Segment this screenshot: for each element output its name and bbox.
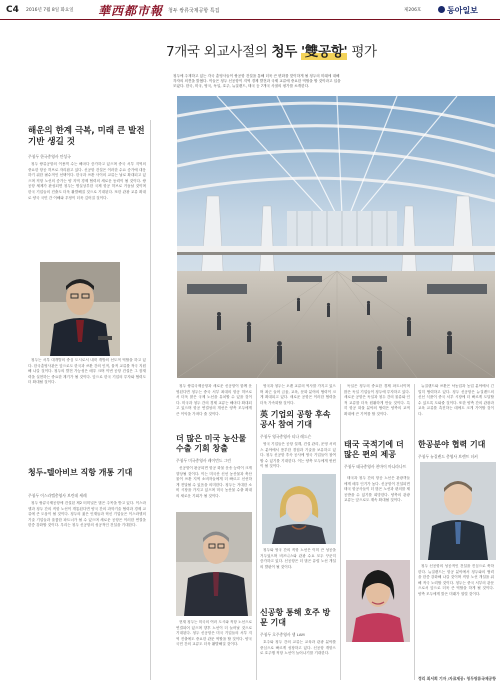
section-title: 청두 쌍류국제공항 특집 bbox=[168, 8, 220, 14]
usa-body bbox=[176, 466, 252, 510]
uk-body-continued bbox=[260, 548, 336, 606]
column-rule bbox=[256, 384, 257, 680]
thailand-subheadline-text: 태국 국적기에 더 많은 편의 제공 bbox=[344, 440, 404, 459]
headline-city: 청두 bbox=[271, 44, 297, 60]
uk-paragraph-2: 청두와 영국 간의 직항 노선은 이미 큰 성공을 거두었으며 비즈니스와 관광 수요 모두 꾸준히 증가하고 있다. 신공항은 더 많은 유럽 노선 개설의 발판이 될 것이다. bbox=[260, 548, 336, 569]
lead-byline: 주청두 한국총영사 안성국 bbox=[28, 154, 71, 159]
us-consul-photo bbox=[176, 512, 252, 616]
korean-consul-photo bbox=[40, 262, 120, 356]
nz-consul-photo bbox=[420, 462, 496, 560]
thai-consul-photo bbox=[346, 560, 410, 642]
uk-byline: 주청두 영국총영사 티나 레드슨 bbox=[260, 434, 312, 439]
page-number: C4 bbox=[6, 5, 19, 15]
israel-byline-block bbox=[28, 493, 146, 499]
uk-intro-body bbox=[260, 384, 336, 408]
thailand-byline: 주청두 태국총영사 찬마이 마니라나트 bbox=[344, 464, 407, 469]
usa-subheadline bbox=[176, 434, 252, 454]
germany-body bbox=[344, 384, 410, 434]
uk-intro-paragraph: 영국과 청두는 오랜 교류의 역사를 가지고 있으며 최근 들어 금융, 교육, 문화 분야의 협력이 크게 확대되고 있다. 새로운 공항은 이러한 협력을 더욱 가속화할 것이다. bbox=[260, 384, 336, 405]
thailand-paragraph: 태국과 청두 간의 항공 노선은 관광객들에게 매우 인기가 높다. 신공항이 건설되면 태국 항공사들이 더 많은 노선과 편의를 제공받을 수 있기를 희망한다. 양측의 관광 교류는 앞으로도 계속 확대될 것이다. bbox=[344, 476, 410, 503]
usa-byline: 주청두 미국총영사 레이먼드 그린 bbox=[176, 458, 231, 463]
column-rule bbox=[340, 384, 341, 680]
newzealand-subheadline bbox=[418, 440, 485, 450]
column-rule bbox=[414, 384, 415, 680]
uk-byline-block bbox=[260, 434, 340, 440]
page-header bbox=[0, 0, 500, 20]
uk-consul-photo bbox=[262, 474, 336, 544]
usa-byline-block bbox=[176, 458, 256, 464]
israel-body bbox=[28, 501, 146, 681]
usa-intro-paragraph: 청두 쌍류국제공항과 새로운 신공항이 함께 운영된다면 청두는 중국 서부 최대의 항공 허브로서 더욱 많은 국제 노선을 유치할 수 있을 것이다. 미국과 청두 간의 경제 교류는 해마다 확대되고 있으며 항공 연결성의 개선은 양측 모두에게 큰 이익을 가져다 줄 것이다. bbox=[176, 384, 252, 416]
newspaper-brand: 華西都市報 bbox=[98, 4, 164, 18]
newzealand-body bbox=[418, 564, 494, 674]
australia-byline: 주청두 호주총영사 샘 LAM bbox=[260, 632, 305, 637]
lead-byline-block bbox=[28, 154, 146, 160]
newzealand-paragraph: 청두 신공항의 성공적인 건설을 진심으로 축하한다. 뉴질랜드는 항공 분야에서 청두와의 협력을 한층 강화해 나갈 것이며 직항 노선 개설을 위해 적극 노력할 것이다. 청두는 중국 서부의 관문으로서 앞으로 더욱 큰 역할을 하게 될 것이다. 양측 모두에게 밝은 미래가 열릴 것이다. bbox=[418, 564, 494, 596]
usa-intro-body bbox=[176, 384, 252, 430]
israel-subheadline bbox=[28, 468, 138, 478]
australia-body bbox=[260, 640, 336, 680]
uk-subheadline-text: 英 기업의 공항 후속 공사 참여 기대 bbox=[260, 410, 331, 429]
headline-airport: '雙공항' bbox=[300, 44, 348, 60]
headline-suffix: 평가 bbox=[351, 44, 377, 60]
australia-subheadline-text: 신공항 통해 호주 방문 기대 bbox=[260, 608, 331, 627]
uk-paragraph: 영국 기업들은 공항 설계, 건설 관리, 운영 서비스 분야에서 풍부한 경험과 기술을 보유하고 있다. 청두 신공항 후속 공사에 영국 기업들이 참여할 수 있기를 기대한다. 이는 양측 모두에게 윈윈이 될 것이다. bbox=[260, 442, 336, 469]
germany-paragraph: 독일은 청두의 중요한 경제 파트너이며 많은 독일 기업들이 청두에 투자하고 있다. 새로운 공항은 독일과 청두 간의 물류와 인적 교류를 더욱 원활하게 만들 것이다. 특히 항공 화물 분야의 협력은 양측의 교역 확대에 큰 기여를 할 것이다. bbox=[344, 384, 410, 416]
issue-number: 제206호 bbox=[404, 8, 422, 13]
thailand-body bbox=[344, 476, 410, 556]
issue-date: 2016년 7월 8일 화요일 bbox=[26, 8, 74, 13]
article-credit: 정리 최서희 기자 /자료제공: 청두쌍류국제공항 bbox=[418, 676, 496, 681]
headline-prefix: 7개국 외교사절의 bbox=[166, 44, 268, 60]
newzealand-subheadline-text: 한공분야 협력 기대 bbox=[418, 440, 486, 449]
thailand-byline-block bbox=[344, 464, 414, 470]
logo-icon bbox=[438, 6, 445, 13]
newspaper-logo: 동아일보 bbox=[447, 5, 478, 15]
column-rule bbox=[150, 120, 151, 680]
thailand-subheadline bbox=[344, 440, 414, 460]
australia-paragraph: 호주와 청두 간의 교류는 교육과 관광 분야를 중심으로 빠르게 성장하고 있다. 신공항 개항으로 호주행 직항 노선이 늘어나기를 기대한다. bbox=[260, 640, 336, 656]
uk-body bbox=[260, 442, 336, 472]
newzealand-intro-body bbox=[418, 384, 494, 434]
lead-paragraph-2: 청두는 서부 대개발의 중심 도시로서 내륙 개방의 선도적 역할을 하고 있다. 한국총영사관은 앞으로도 한국과 쓰촨 간의 인적, 물적 교류를 적극 지원해 나갈 것이다. 청두의 발전 가능성은 매우 크며 이번 공항 건설은 그 잠재력을 실현하는 중요한 계기가 될 것이다. 앞으로 한국 기업의 투자와 협력도 더 확대될 것이다. bbox=[28, 358, 146, 385]
israel-paragraph: 청두 쌍류국제공항에 건설된 제2 터미널은 많은 주목을 받고 있다. 이스라엘과 청두 간의 직항 노선이 개통된다면 양국 간의 과학기술 협력과 경제 교류에 큰 도움이 될 것이다. 청두의 젊은 인재들과 혁신 기업들은 이스라엘의 기술 기업들과 훌륭한 파트너가 될 수 있으며 새로운 공항은 이러한 연결을 한층 강화할 것이다. 우리는 청두 신공항의 성공적인 건설을 기대한다. bbox=[28, 501, 146, 528]
newzealand-intro-paragraph: 뉴질랜드와 쓰촨은 낙농업과 농업 분야에서 긴밀히 협력하고 있다. 청두 신공항은 뉴질랜드의 신선 식품이 중국 서부 시장에 더 빠르게 도달할 수 있도록 도와줄 것이다. 또한 양측 간의 관광과 교육 교류를 촉진하는 데에도 크게 기여할 것이다. bbox=[418, 384, 494, 416]
lead-paragraph: 청두 쌍류공항의 이용객 수는 해마다 증가하고 있으며 중국 서부 지역의 중요한 항공 허브로 자리잡고 있다. 신공항 건설은 이러한 수요 증가에 대응하기 위한 필수적인 선택이다. 한국과 쓰촨 사이의 교류는 날로 확대되고 있으며 직항 노선의 증가는 양 지역 경제 협력의 새로운 동력이 될 것이다. 쌍공항 체제가 완성되면 청두는 명실상부한 국제 항공 허브로 거듭날 것이며 한국 기업들의 진출도 더욱 활발해질 것으로 기대된다. 또한 관광 교류 확대로 양국 국민 간 이해와 우정이 더욱 깊어질 것이다. bbox=[28, 162, 146, 200]
australia-subheadline bbox=[260, 608, 336, 628]
headline-summary: 청두에 주재하고 있는 각국 총영사들이 쌍공항 건설을 통해 더욱 큰 변화를 맞이하게 될 청두의 미래에 대해 각자의 의견을 밝혔다. 이들은 청두 신공항이 지역 경제 발전과 국제 교류에 중요한 역할을 할 것이라고 입을 모았다. 한국, 미국, 영국, 독일, 호주, 뉴질랜드, 태국 등 7개국 사절의 평가를 소개한다. bbox=[173, 74, 341, 89]
newzealand-byline: 주청두 뉴질랜드 총영사 브렌트 더커 bbox=[418, 454, 478, 459]
usa-paragraph: 신공항이 완공되면 항공 화물 운송 능력이 크게 향상될 것이다. 이는 미국산 신선 농산물과 축산물이 쓰촨 지역 소비자들에게 더 빠르고 신선하게 전달될 수 있음을 의미한다. 청두는 거대한 소비 시장을 가지고 있으며 미국 농산물 수출 확대의 새로운 기회가 될 것이다. bbox=[176, 466, 252, 498]
israel-subheadline-text: 청두-텔아비브 직항 개통 기대 bbox=[28, 468, 133, 477]
terminal-rendering-image bbox=[177, 96, 495, 378]
usa-subheadline-text: 더 많은 미국 농산물 수출 기회 창출 bbox=[176, 434, 247, 453]
lead-body bbox=[28, 162, 146, 260]
newzealand-byline-block bbox=[418, 454, 498, 460]
israel-byline: 주청두 이스라엘총영사 브린데 세레 bbox=[28, 493, 87, 498]
lead-body-continued bbox=[28, 358, 146, 462]
main-headline bbox=[166, 40, 377, 60]
usa-paragraph-2: 현재 청두는 미국의 여러 도시와 직항 노선으로 연결되어 있으며 향후 노선이 더 늘어날 것으로 기대된다. 청두 신공항은 미국 기업들의 서부 지역 진출에도 중요한 관문 역할을 할 것이다. 양국 국민 간의 교류도 더욱 활발해질 것이다. bbox=[176, 620, 252, 647]
usa-body-continued bbox=[176, 620, 252, 682]
credit-block bbox=[418, 676, 498, 682]
lead-article-deck: 해운의 한계 극복, 미래 큰 발전 기반 생길 것 bbox=[28, 126, 145, 147]
uk-subheadline bbox=[260, 410, 336, 430]
australia-byline-block bbox=[260, 632, 340, 638]
